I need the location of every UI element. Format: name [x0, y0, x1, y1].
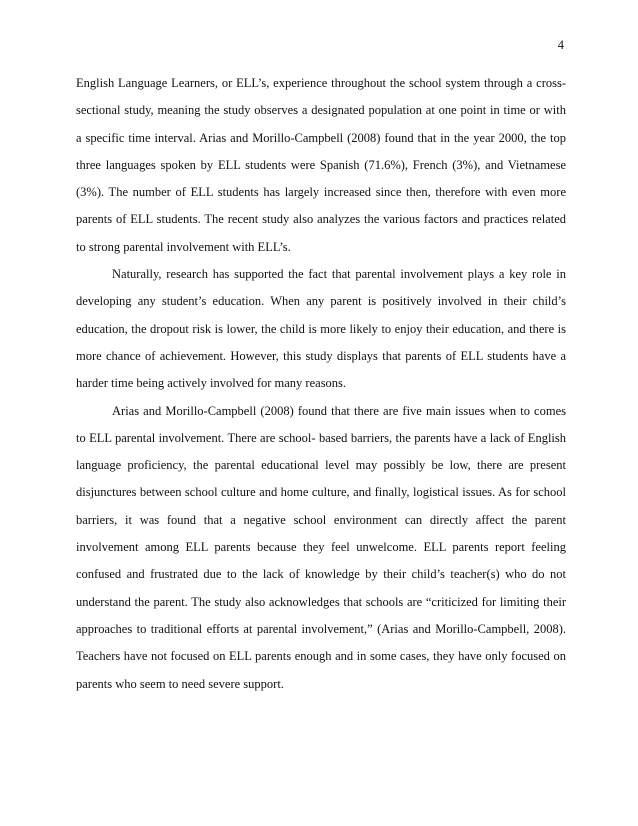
text-line: to ELL parental involvement. There are school- based barriers, the parents have a lack of English: [76, 430, 566, 445]
text-line: (3%). The number of ELL students has largely increased since then, therefore with even more: [76, 185, 566, 200]
text-line: more chance of achievement. However, this study displays that parents of ELL students have a: [76, 348, 566, 363]
body-text: [76, 70, 566, 698]
text-line: to strong parental involvement with ELL’s.: [76, 239, 291, 254]
text-line: sectional study, meaning the study observes a designated population at one point in time or with: [76, 103, 566, 118]
paragraph-2: [76, 261, 566, 397]
text-line: disjunctures between school culture and home culture, and finally, logistical issues. As for school: [76, 485, 566, 500]
text-line: understand the parent. The study also acknowledges that schools are “criticized for limiting their: [76, 594, 566, 609]
text-line: developing any student’s education. When any parent is positively involved in their child’s: [76, 294, 566, 309]
text-line: English Language Learners, or ELL’s, experience throughout the school system through a cross-: [76, 76, 566, 90]
text-line: language proficiency, the parental educational level may possibly be low, there are present: [76, 458, 566, 473]
text-line: Teachers have not focused on ELL parents enough and in some cases, they have only focused on: [76, 649, 566, 664]
text-line: approaches to traditional efforts at parental involvement,” (Arias and Morillo-Campbell, 2008).: [76, 621, 566, 636]
text-line: parents who seem to need severe support.: [76, 676, 284, 691]
text-line: Arias and Morillo-Campbell (2008) found that there are five main issues when to comes: [112, 403, 566, 418]
text-line: a specific time interval. Arias and Morillo-Campbell (2008) found that in the year 2000, the top: [76, 130, 566, 145]
text-line: confused and frustrated due to the lack of knowledge by their child’s teacher(s) who do not: [76, 567, 566, 582]
paragraph-3: [76, 398, 566, 698]
text-line: parents of ELL students. The recent study also analyzes the various factors and practices related: [76, 212, 566, 227]
text-line: barriers, it was found that a negative school environment can directly affect the parent: [76, 512, 566, 527]
text-line: harder time being actively involved for many reasons.: [76, 376, 347, 391]
text-line: three languages spoken by ELL students were Spanish (71.6%), French (3%), and Vietnamese: [76, 157, 566, 172]
paragraph-1: [76, 70, 566, 261]
text-line: Naturally, research has supported the fact that parental involvement plays a key role in: [112, 267, 566, 282]
text-line: involvement among ELL parents because they feel unwelcome. ELL parents report feeling: [76, 540, 566, 555]
text-line: education, the dropout risk is lower, the child is more likely to enjoy their education, and there is: [76, 321, 566, 336]
page-number: 4: [557, 38, 564, 52]
